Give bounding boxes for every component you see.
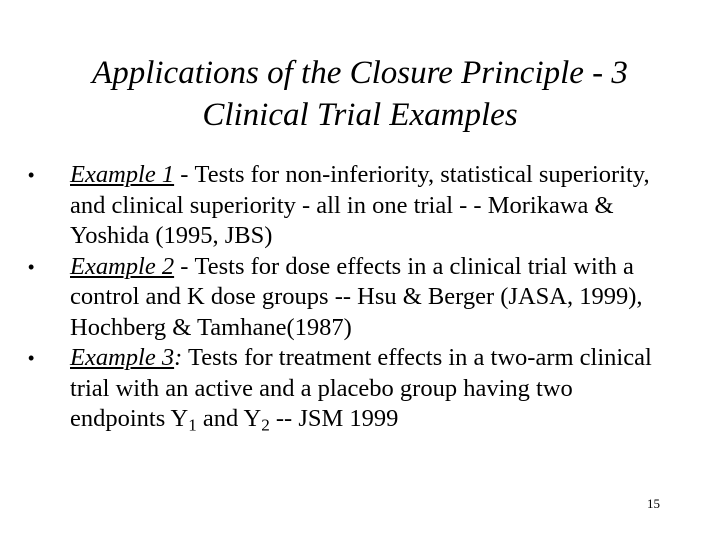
bullet-item-example-3 bbox=[28, 343, 668, 435]
subscript-1: 1 bbox=[188, 415, 197, 435]
bullet-item-example-2 bbox=[28, 252, 668, 344]
subscript-2: 2 bbox=[261, 415, 270, 435]
bullet-icon: • bbox=[28, 256, 35, 277]
example-separator: - bbox=[174, 161, 195, 188]
example-separator: - bbox=[174, 252, 195, 280]
bullet-icon: • bbox=[28, 165, 35, 185]
example-label: Example 3 bbox=[70, 344, 175, 371]
bullet-icon: • bbox=[28, 348, 35, 368]
example-text: Tests for dose effects in a clinical trial with a control and K dose groups -- Hsu & Berger (JASA, 1999), Hochberg & Tamhane(1987) bbox=[70, 252, 643, 341]
bullet-item-example-1 bbox=[28, 160, 668, 252]
slide-title bbox=[0, 52, 720, 136]
example-separator: : bbox=[174, 344, 183, 371]
example-text-before: Tests for treatment effects in a two-arm clinical trial with an active and a placebo group having two endpoints Y bbox=[70, 344, 652, 432]
page-number: 15 bbox=[647, 496, 660, 511]
example-label: Example 2 bbox=[70, 252, 175, 280]
title-line-1: Applications of the Closure Principle - 3 bbox=[92, 55, 628, 91]
example-text: Tests for non-inferiority, statistical superiority, and clinical superiority - all in one trial - - Morikawa & Yoshida (1995, JBS) bbox=[70, 161, 650, 249]
title-line-2: Clinical Trial Examples bbox=[202, 97, 518, 133]
example-label: Example 1 bbox=[70, 161, 175, 188]
example-text-after: -- JSM 1999 bbox=[269, 405, 399, 432]
bullet-list bbox=[28, 160, 668, 435]
example-text-middle: and Y bbox=[196, 405, 262, 432]
